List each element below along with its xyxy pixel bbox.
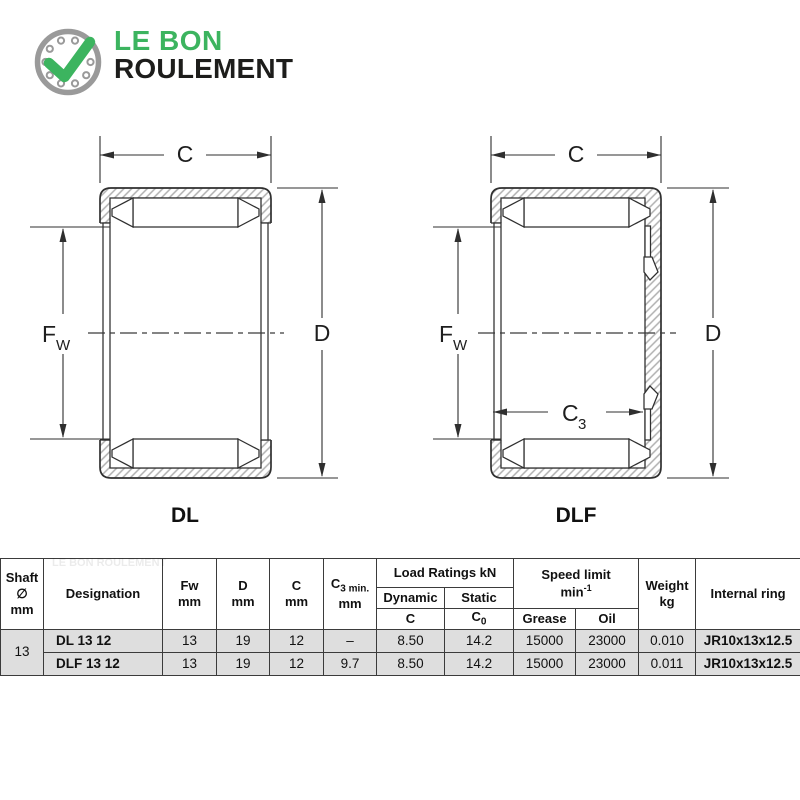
col-header-d: D mm	[217, 559, 270, 630]
table-row-dl	[1, 630, 800, 653]
dim-label-c: C	[176, 141, 194, 167]
col-header-speed-limit: Speed limit $\min^{-1}$	[514, 559, 639, 609]
col-header-internal-ring: Internal ring	[696, 559, 800, 630]
cell-d: 19	[217, 630, 270, 653]
col-header-designation: Designation	[44, 559, 163, 630]
bearing-spec-table	[0, 558, 800, 676]
dl-left-lip-edge	[103, 223, 110, 440]
dlf-dim-c	[491, 136, 661, 183]
cell-grease: 15000	[514, 653, 576, 676]
dl-dim-c	[100, 136, 271, 183]
brand-name-line2: ROULEMENT	[114, 53, 294, 84]
cell-shaft-diameter: 13	[1, 630, 44, 676]
cell-weight: 0.010	[639, 630, 696, 653]
cell-oil: 23000	[576, 630, 639, 653]
col-header-dynamic: Dynamic	[377, 588, 445, 609]
col-header-c: C mm	[270, 559, 324, 630]
dl-dim-d	[277, 188, 338, 478]
cell-d: 19	[217, 653, 270, 676]
cell-c: 12	[270, 630, 324, 653]
cell-grease: 15000	[514, 630, 576, 653]
dim-label-fw: F	[42, 321, 57, 347]
cell-internal-ring: JR10x13x12.5	[696, 630, 800, 653]
col-header-c3min: $C_{3 min.}$ mm	[324, 559, 377, 630]
cell-designation: DL 13 12	[44, 630, 163, 653]
col-header-weight: Weight kg	[639, 559, 696, 630]
cell-c: 12	[270, 653, 324, 676]
dl-right-lip-edge	[261, 223, 268, 440]
cell-dynamic: 8.50	[377, 630, 445, 653]
cell-c3: –	[324, 630, 377, 653]
cell-designation: DLF 13 12	[44, 653, 163, 676]
cell-weight: 0.011	[639, 653, 696, 676]
cell-dynamic: 8.50	[377, 653, 445, 676]
cell-oil: 23000	[576, 653, 639, 676]
dim-label-d: D	[704, 320, 722, 346]
cell-internal-ring: JR10x13x12.5	[696, 653, 800, 676]
cell-static: 14.2	[445, 653, 514, 676]
dim-label-d: D	[313, 320, 331, 346]
dlf-caption: DLF	[555, 504, 597, 527]
cell-fw: 13	[163, 653, 217, 676]
dlf-left-lip-edge	[494, 223, 501, 440]
dim-label-c: C	[567, 141, 585, 167]
dim-label-fw-sub: W	[56, 337, 71, 354]
brand-name-line1: LE BON	[114, 25, 223, 56]
col-header-grease: Grease	[514, 609, 576, 630]
dl-caption: DL	[171, 504, 199, 527]
dlf-bearing-diagram	[433, 136, 729, 527]
col-header-oil: Oil	[576, 609, 639, 630]
dlf-dim-d	[667, 188, 729, 478]
dim-label-c3-sub: 3	[578, 416, 587, 433]
cell-static: 14.2	[445, 630, 514, 653]
col-header-static: Static	[445, 588, 514, 609]
col-header-load-ratings: Load Ratings kN	[377, 559, 514, 588]
col-header-dyn-symbol: C	[377, 609, 445, 630]
cell-c3: 9.7	[324, 653, 377, 676]
dim-label-c3: C	[562, 400, 579, 426]
col-header-stat-symbol: $C_0$	[445, 609, 514, 630]
col-header-shaft: Shaft ∅ mm	[1, 559, 44, 630]
cell-fw: 13	[163, 630, 217, 653]
dl-bearing-diagram	[30, 136, 338, 527]
dim-label-fw: F	[439, 321, 454, 347]
col-header-fw: Fw mm	[163, 559, 217, 630]
dim-label-fw-sub: W	[453, 337, 468, 354]
diameter-symbol: ∅	[16, 585, 28, 601]
table-row-dlf	[1, 653, 800, 676]
